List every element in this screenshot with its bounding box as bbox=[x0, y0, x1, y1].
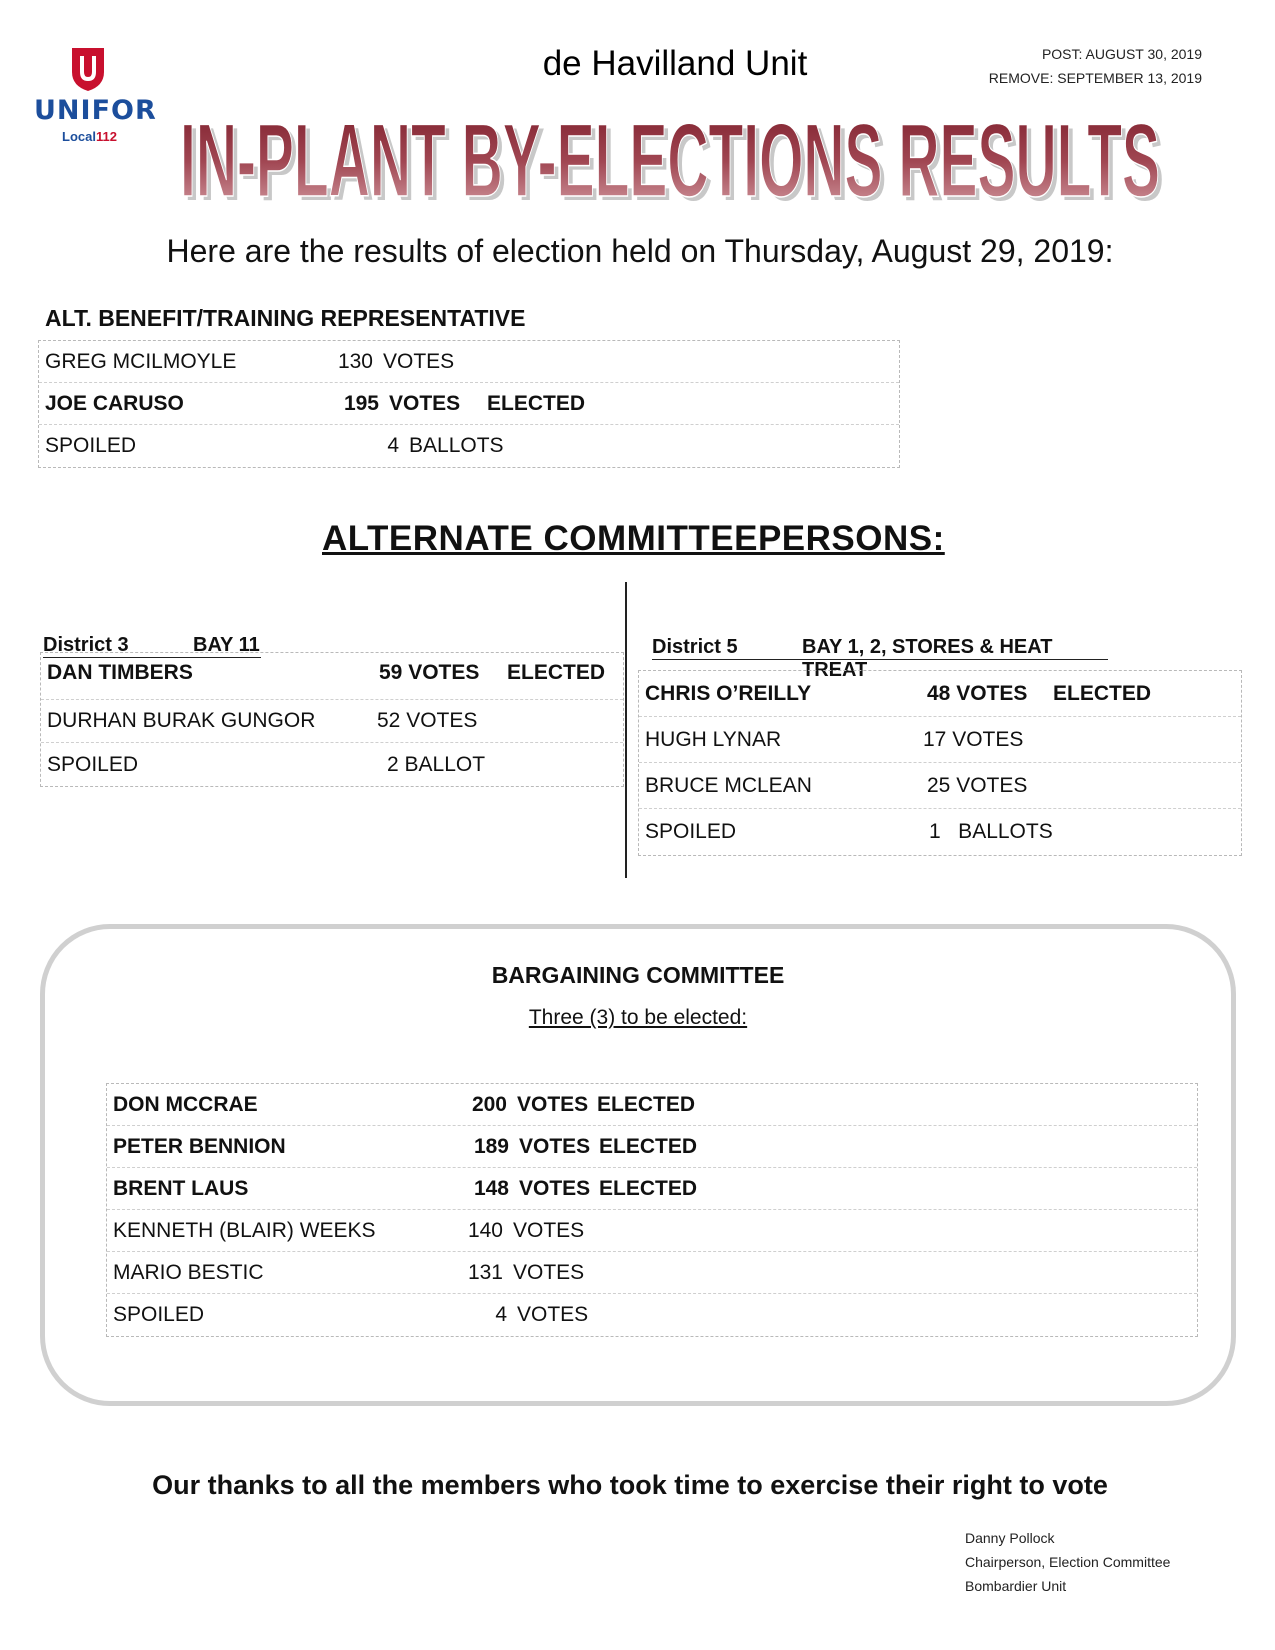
table-row bbox=[39, 425, 899, 467]
candidate-name: DON MCCRAE bbox=[113, 1092, 258, 1116]
district3-bay: BAY 11 bbox=[193, 634, 260, 656]
vote-count: 189 bbox=[473, 1134, 509, 1158]
benefit-heading: ALT. BENEFIT/TRAINING REPRESENTATIVE bbox=[45, 305, 526, 331]
benefit-table bbox=[38, 340, 900, 468]
table-row bbox=[639, 717, 1241, 763]
vote-result: 25 VOTES bbox=[927, 773, 1028, 797]
candidate-name: GREG MCILMOYLE bbox=[45, 349, 237, 373]
vote-unit: VOTES bbox=[519, 1134, 591, 1158]
table-row bbox=[639, 671, 1241, 717]
banner-title bbox=[150, 108, 1190, 228]
logo-local-number: 112 bbox=[95, 129, 117, 144]
post-date: POST: AUGUST 30, 2019 bbox=[1041, 46, 1202, 62]
vote-count: 195 bbox=[343, 391, 379, 415]
district5-table bbox=[638, 670, 1242, 856]
candidate-name: SPOILED bbox=[47, 752, 139, 776]
vote-count: 140 bbox=[467, 1218, 503, 1242]
vote-result: 2 BALLOT bbox=[387, 752, 486, 776]
candidate-name: SPOILED bbox=[113, 1303, 205, 1326]
candidate-name: HUGH LYNAR bbox=[645, 727, 782, 751]
district5-label: District 5 bbox=[652, 636, 738, 658]
candidate-name: SPOILED bbox=[645, 820, 737, 843]
table-row bbox=[107, 1294, 1197, 1336]
table-row bbox=[107, 1168, 1197, 1210]
remove-date: REMOVE: SEPTEMBER 13, 2019 bbox=[988, 70, 1202, 86]
table-row bbox=[639, 763, 1241, 809]
table-row bbox=[107, 1252, 1197, 1294]
vote-count: 4 bbox=[495, 1303, 507, 1326]
logo-brand: UNIFOR bbox=[34, 95, 157, 126]
vote-unit: BALLOTS bbox=[409, 434, 504, 457]
candidate-name: CHRIS O’REILLY bbox=[645, 681, 812, 705]
post-dates bbox=[930, 42, 1202, 90]
table-row bbox=[41, 743, 623, 786]
unifor-shield-icon bbox=[68, 46, 108, 92]
candidate-name: BRENT LAUS bbox=[113, 1176, 249, 1200]
bargaining-subheading: Three (3) to be elected: bbox=[528, 1006, 748, 1029]
logo-local bbox=[62, 129, 117, 144]
candidate-name: BRUCE MCLEAN bbox=[645, 773, 812, 797]
unifor-logo bbox=[30, 40, 157, 150]
vote-result: 17 VOTES bbox=[923, 727, 1024, 751]
vote-count: 130 bbox=[337, 349, 373, 373]
table-row bbox=[107, 1126, 1197, 1168]
unit-title: de Havilland Unit bbox=[542, 44, 808, 83]
vote-count: 148 bbox=[473, 1176, 509, 1200]
elected-status: ELECTED bbox=[599, 1134, 698, 1158]
signature-title: Chairperson, Election Committee bbox=[965, 1554, 1171, 1570]
elected-status: ELECTED bbox=[597, 1092, 696, 1116]
thanks-message: Our thanks to all the members who took time to exercise their right to vote bbox=[152, 1470, 1108, 1500]
table-row bbox=[41, 700, 623, 743]
signature-block bbox=[965, 1526, 1170, 1598]
elected-status: ELECTED bbox=[507, 661, 606, 684]
elected-status: ELECTED bbox=[1053, 681, 1152, 705]
vote-result: 1 BALLOTS bbox=[929, 820, 1053, 843]
column-divider bbox=[625, 582, 627, 878]
elected-status: ELECTED bbox=[487, 391, 586, 415]
vote-count: 200 bbox=[471, 1092, 507, 1116]
vote-result: 52 VOTES bbox=[377, 709, 478, 732]
vote-unit: VOTES bbox=[519, 1176, 591, 1200]
table-row bbox=[107, 1084, 1197, 1126]
district5-bay: BAY 1, 2, STORES & HEAT TREAT bbox=[802, 636, 1053, 681]
vote-unit: VOTES bbox=[517, 1303, 589, 1326]
elected-status: ELECTED bbox=[599, 1176, 698, 1200]
election-subtitle: Here are the results of election held on Thursday, August 29, 2019: bbox=[166, 233, 1114, 269]
bargaining-table bbox=[106, 1083, 1198, 1337]
candidate-name: SPOILED bbox=[45, 434, 137, 457]
signature-unit: Bombardier Unit bbox=[965, 1578, 1067, 1594]
candidate-name: DURHAN BURAK GUNGOR bbox=[47, 709, 316, 732]
table-row bbox=[107, 1210, 1197, 1252]
vote-unit: VOTES bbox=[383, 349, 455, 373]
table-row bbox=[39, 341, 899, 383]
vote-unit: VOTES bbox=[517, 1092, 589, 1116]
vote-unit: VOTES bbox=[513, 1260, 585, 1284]
bargaining-heading: BARGAINING COMMITTEE bbox=[491, 962, 785, 988]
vote-unit: VOTES bbox=[513, 1218, 585, 1242]
vote-result: 59 VOTES bbox=[379, 661, 480, 684]
table-row bbox=[41, 653, 623, 700]
vote-count: 131 bbox=[467, 1260, 503, 1284]
district3-label: District 3 bbox=[43, 634, 129, 656]
candidate-name: DAN TIMBERS bbox=[47, 661, 193, 684]
alternate-heading: ALTERNATE COMMITTEEPERSONS: bbox=[322, 519, 945, 558]
candidate-name: MARIO BESTIC bbox=[113, 1260, 264, 1284]
table-row bbox=[39, 383, 899, 425]
district5-heading bbox=[652, 636, 1108, 681]
candidate-name: JOE CARUSO bbox=[45, 391, 184, 415]
table-row bbox=[639, 809, 1241, 855]
banner-text: IN-PLANT BY-ELECTIONS RESULTS bbox=[180, 108, 1160, 219]
signature-name: Danny Pollock bbox=[965, 1530, 1055, 1546]
candidate-name: PETER BENNION bbox=[113, 1134, 286, 1158]
logo-local-prefix: Local bbox=[62, 129, 96, 144]
banner-shadow: IN-PLANT BY-ELECTIONS RESULTS bbox=[184, 108, 1164, 223]
district3-table bbox=[40, 652, 624, 787]
vote-result: 48 VOTES bbox=[927, 681, 1028, 705]
candidate-name: KENNETH (BLAIR) WEEKS bbox=[113, 1218, 376, 1242]
vote-unit: VOTES bbox=[389, 391, 461, 415]
vote-count: 4 bbox=[387, 434, 399, 457]
